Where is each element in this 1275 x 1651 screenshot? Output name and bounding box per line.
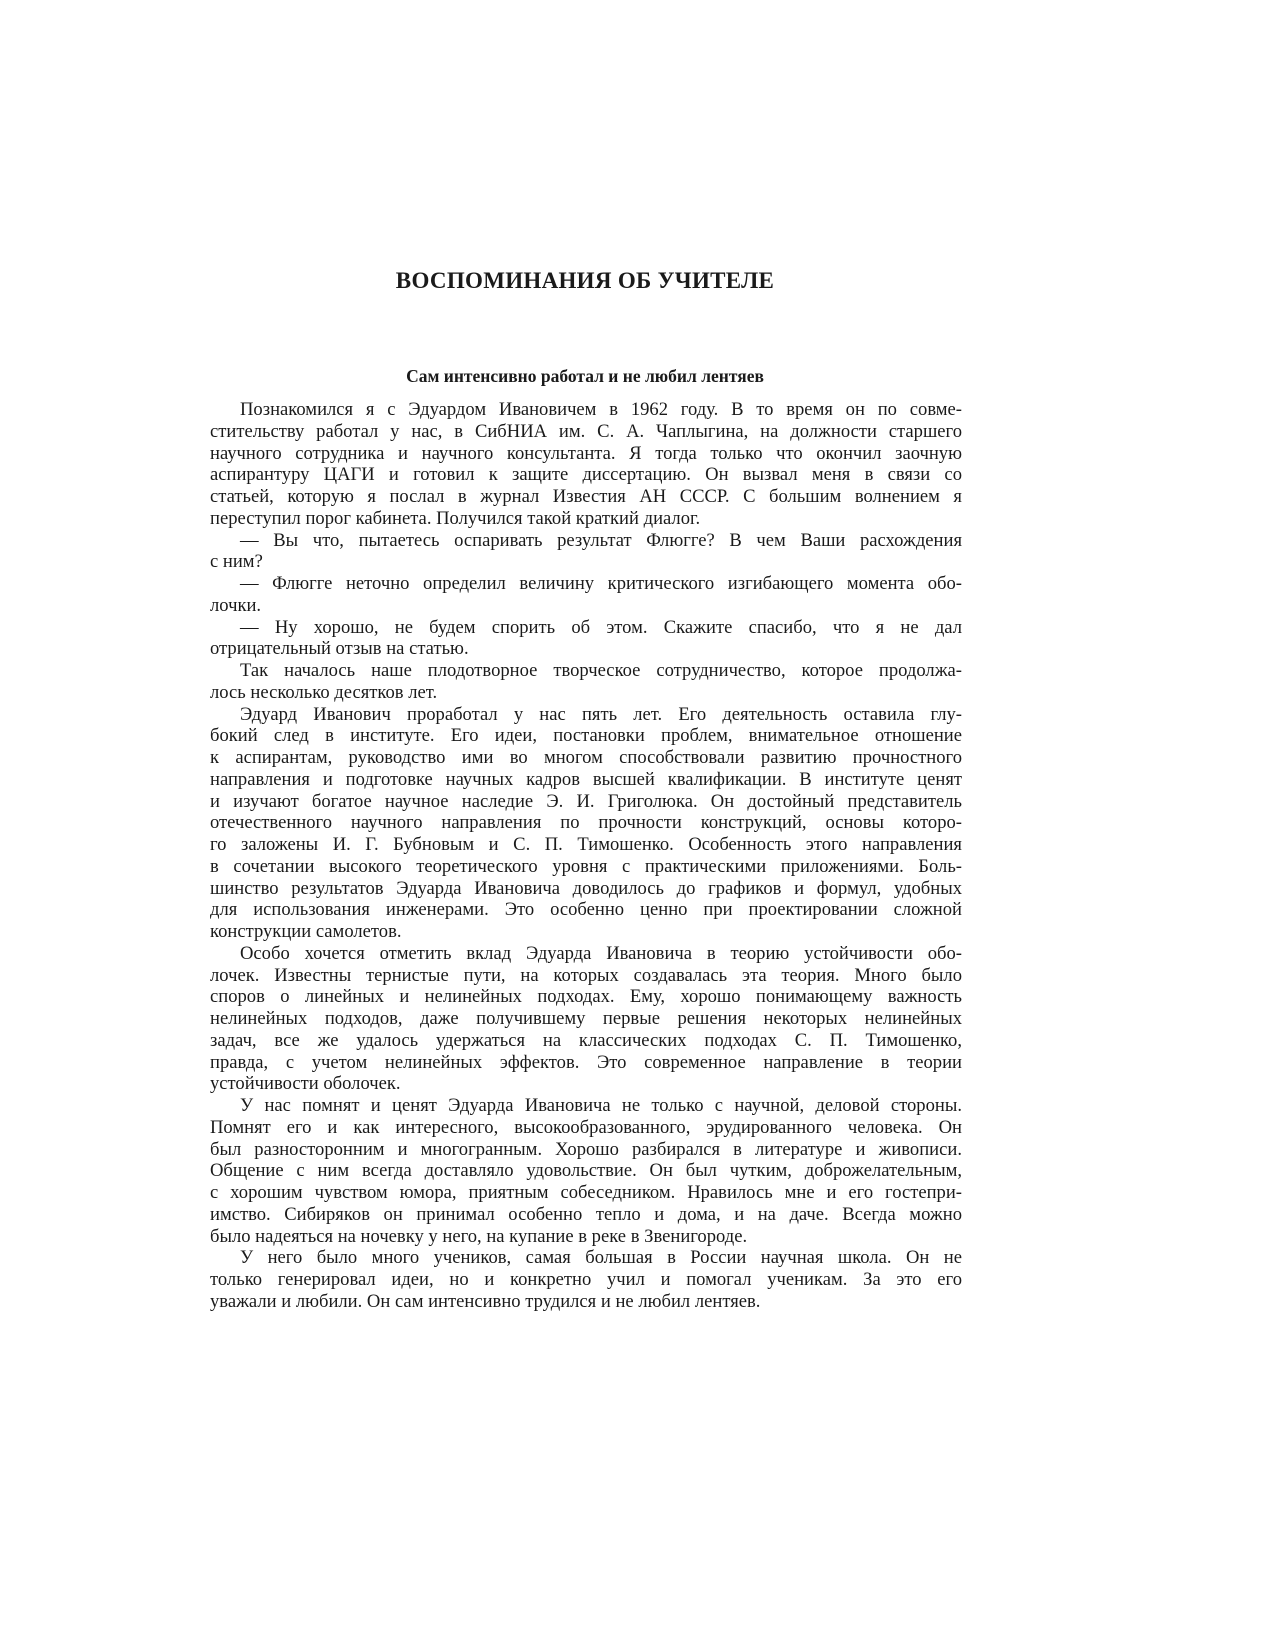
text-line: Познакомился я с Эдуардом Ивановичем в 1962 году. В то время он по совме- bbox=[240, 399, 962, 420]
paragraph bbox=[210, 617, 962, 661]
text-line: отечественного научного направления по прочности конструкций, основы которо- bbox=[210, 812, 962, 834]
text-line: с ним? bbox=[210, 551, 263, 573]
text-line: конструкции самолетов. bbox=[210, 921, 402, 942]
text-line: лочек. Известны тернистые пути, на которых создавалась эта теория. Много было bbox=[210, 964, 962, 986]
text-line: Общение с ним всегда доставляло удовольствие. Он был чутким, доброжелательным, bbox=[210, 1160, 962, 1182]
paragraph bbox=[210, 943, 962, 1095]
text-line: У него было много учеников, самая большая в России научная школа. Он не bbox=[240, 1247, 962, 1269]
text-line: только генерировал идеи, но и конкретно учил и помогал ученикам. За это его bbox=[210, 1269, 962, 1290]
text-line: было надеяться на ночевку у него, на купание в реке в Звенигороде. bbox=[210, 1225, 748, 1247]
paragraph bbox=[210, 704, 962, 943]
paragraph bbox=[210, 530, 962, 574]
text-line: споров о линейных и нелинейных подходах. Ему, хорошо понимающему важность bbox=[210, 986, 962, 1008]
text-line: нелинейных подходов, даже получившему первые решения некоторых нелинейных bbox=[210, 1008, 962, 1029]
text-line: У нас помнят и ценят Эдуарда Ивановича не только с научной, деловой стороны. bbox=[240, 1095, 962, 1116]
text-line: отрицательный отзыв на статью. bbox=[210, 638, 469, 660]
text-line: — Вы что, пытаетесь оспаривать результат Флюгге? В чем Ваши расхождения bbox=[240, 529, 962, 551]
text-line: для использования инженерами. Это особенно ценно при проектировании сложной bbox=[210, 899, 962, 921]
paragraph bbox=[210, 660, 962, 704]
text-line: го заложены И. Г. Бубновым и С. П. Тимошенко. Особенность этого направления bbox=[210, 834, 962, 855]
body-text bbox=[210, 399, 962, 1313]
text-line: лось несколько десятков лет. bbox=[210, 681, 438, 703]
text-line: в сочетании высокого теоретического уровня с практическими приложениями. Боль- bbox=[210, 855, 962, 877]
text-line: устойчивости оболочек. bbox=[210, 1073, 401, 1095]
text-line: научного сотрудника и научного консультанта. Я тогда только что окончил заочную bbox=[210, 442, 962, 464]
text-line: статьей, которую я послал в журнал Известия АН СССР. С большим волнением я bbox=[210, 486, 962, 507]
paragraph bbox=[210, 573, 962, 617]
text-line: лочки. bbox=[210, 594, 262, 616]
text-line: правда, с учетом нелинейных эффектов. Это современное направление в теории bbox=[210, 1051, 962, 1073]
text-line: бокий след в институте. Его идеи, постановки проблем, внимательное отношение bbox=[210, 725, 962, 747]
paragraph bbox=[210, 1095, 962, 1247]
text-line: аспирантуру ЦАГИ и готовил к защите диссертацию. Он вызвал меня в связи со bbox=[210, 464, 962, 486]
text-line: с хорошим чувством юмора, приятным собеседником. Нравилось мне и его гостепри- bbox=[210, 1182, 962, 1203]
paragraph bbox=[210, 1247, 962, 1312]
text-line: Особо хочется отметить вклад Эдуарда Ивановича в теорию устойчивости обо- bbox=[240, 942, 962, 964]
page-title: ВОСПОМИНАНИЯ ОБ УЧИТЕЛЕ bbox=[395, 268, 775, 293]
text-line: Помнят его и как интересного, высокообразованного, эрудированного человека. Он bbox=[210, 1116, 962, 1138]
section-title: Сам интенсивно работал и не любил лентяев bbox=[406, 366, 764, 386]
text-line: направления и подготовке научных кадров высшей квалификации. В институте ценят bbox=[210, 768, 962, 790]
text-line: — Ну хорошо, не будем спорить об этом. Скажите спасибо, что я не дал bbox=[240, 616, 962, 638]
text-line: задач, все же удалось удержаться на классических подходах С. П. Тимошенко, bbox=[210, 1029, 962, 1051]
text-line: и изучают богатое научное наследие Э. И. Григолюка. Он достойный представитель bbox=[210, 790, 962, 812]
text-line: имство. Сибиряков он принимал особенно тепло и дома, и на даче. Всегда можно bbox=[210, 1203, 962, 1225]
text-line: — Флюгге неточно определил величину критического изгибающего момента обо- bbox=[240, 573, 962, 594]
text-line: к аспирантам, руководство ими во многом способствовали развитию прочностного bbox=[210, 747, 962, 768]
text-line: стительству работал у нас, в СибНИА им. С. А. Чаплыгина, на должности старшего bbox=[210, 420, 962, 442]
text-line: Так началось наше плодотворное творческое сотрудничество, которое продолжа- bbox=[240, 660, 962, 681]
text-line: шинство результатов Эдуарда Ивановича доводилось до графиков и формул, удобных bbox=[210, 877, 962, 899]
text-line: был разносторонним и многогранным. Хорошо разбирался в литературе и живописи. bbox=[210, 1138, 962, 1160]
paragraph bbox=[210, 399, 962, 530]
text-line: переступил порог кабинета. Получился такой краткий диалог. bbox=[210, 507, 701, 529]
text-line: уважали и любили. Он сам интенсивно трудился и не любил лентяев. bbox=[210, 1290, 761, 1312]
text-line: Эдуард Иванович проработал у нас пять лет. Его деятельность оставила глу- bbox=[240, 703, 962, 725]
